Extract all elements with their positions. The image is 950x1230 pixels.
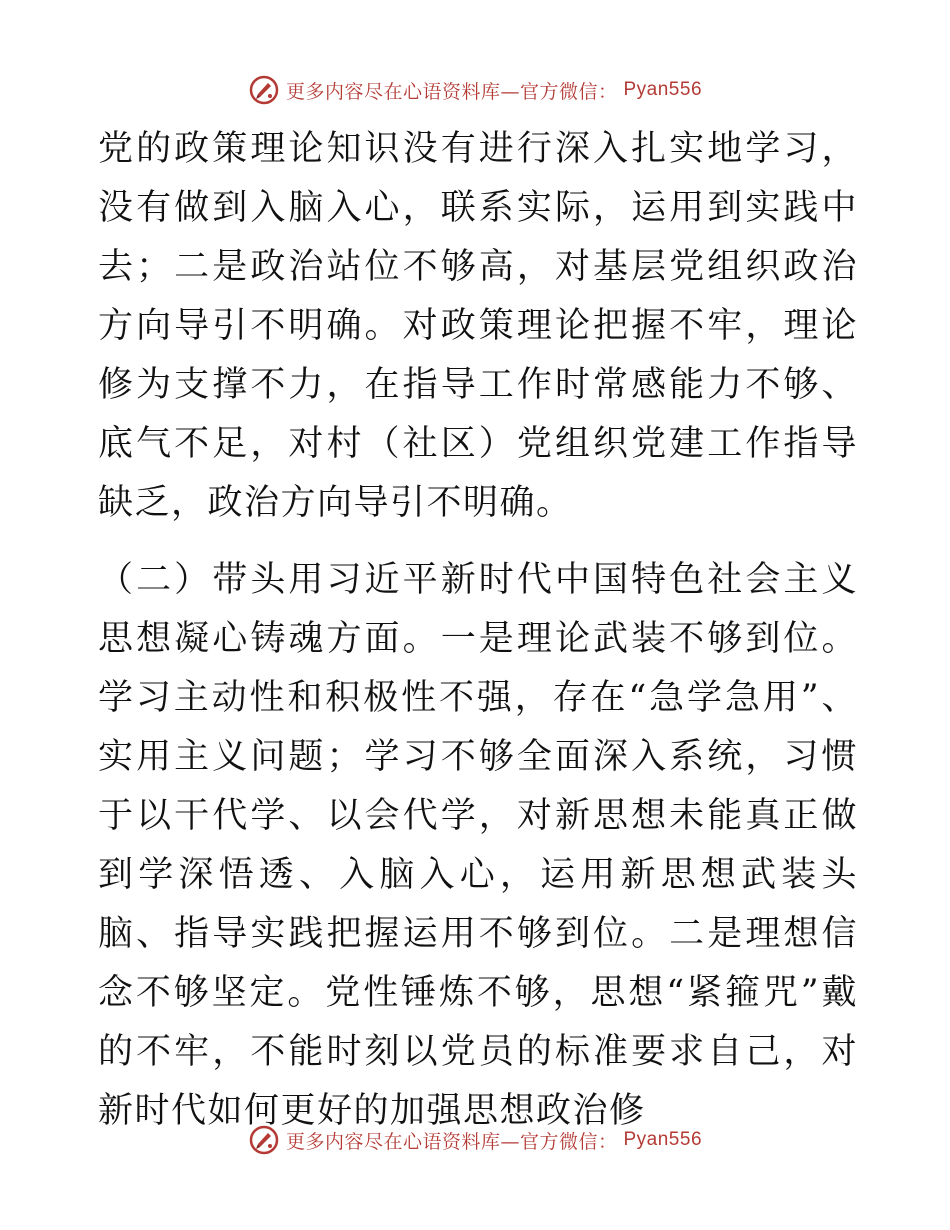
paragraph-2: （二）带头用习近平新时代中国特色社会主义思想凝心铸魂方面。一是理论武装不够到位。学习主动性和积极性不强，存在“急学急用”、实用主义问题；学习不够全面深入系统，习惯于以干代学、以会代学，对新思想未能真正做到学深悟透、入脑入心，运用新思想武装头脑、指导实践把握运用不够到位。二是理想信念不够坚定。党性锤炼不够，思想“紧箍咒”戴的不牢，不能时刻以党员的标准要求自己，对新时代如何更好的加强思想政治修 [98,560,858,1131]
header-watermark [0,70,950,110]
watermark-handle: Pyan556 [623,79,703,100]
document-body [98,120,858,1141]
heart-pen-logo-icon [248,1124,280,1156]
footer-watermark [0,1120,950,1160]
paragraph-1: 党的政策理论知识没有进行深入扎实地学习，没有做到入脑入心，联系实际，运用到实践中去；二是政治站位不够高，对基层党组织政治方向导引不明确。对政策理论把握不牢，理论修为支撑不力，在指导工作时常感能力不够、底气不足，对村（社区）党组织党建工作指导缺乏，政治方向导引不明确。 [98,129,858,523]
watermark-handle: Pyan556 [623,1129,703,1150]
heart-pen-logo-icon [248,74,280,106]
watermark-text: 更多内容尽在心语资料库—官方微信： [285,1130,618,1153]
watermark-text: 更多内容尽在心语资料库—官方微信： [285,80,618,103]
